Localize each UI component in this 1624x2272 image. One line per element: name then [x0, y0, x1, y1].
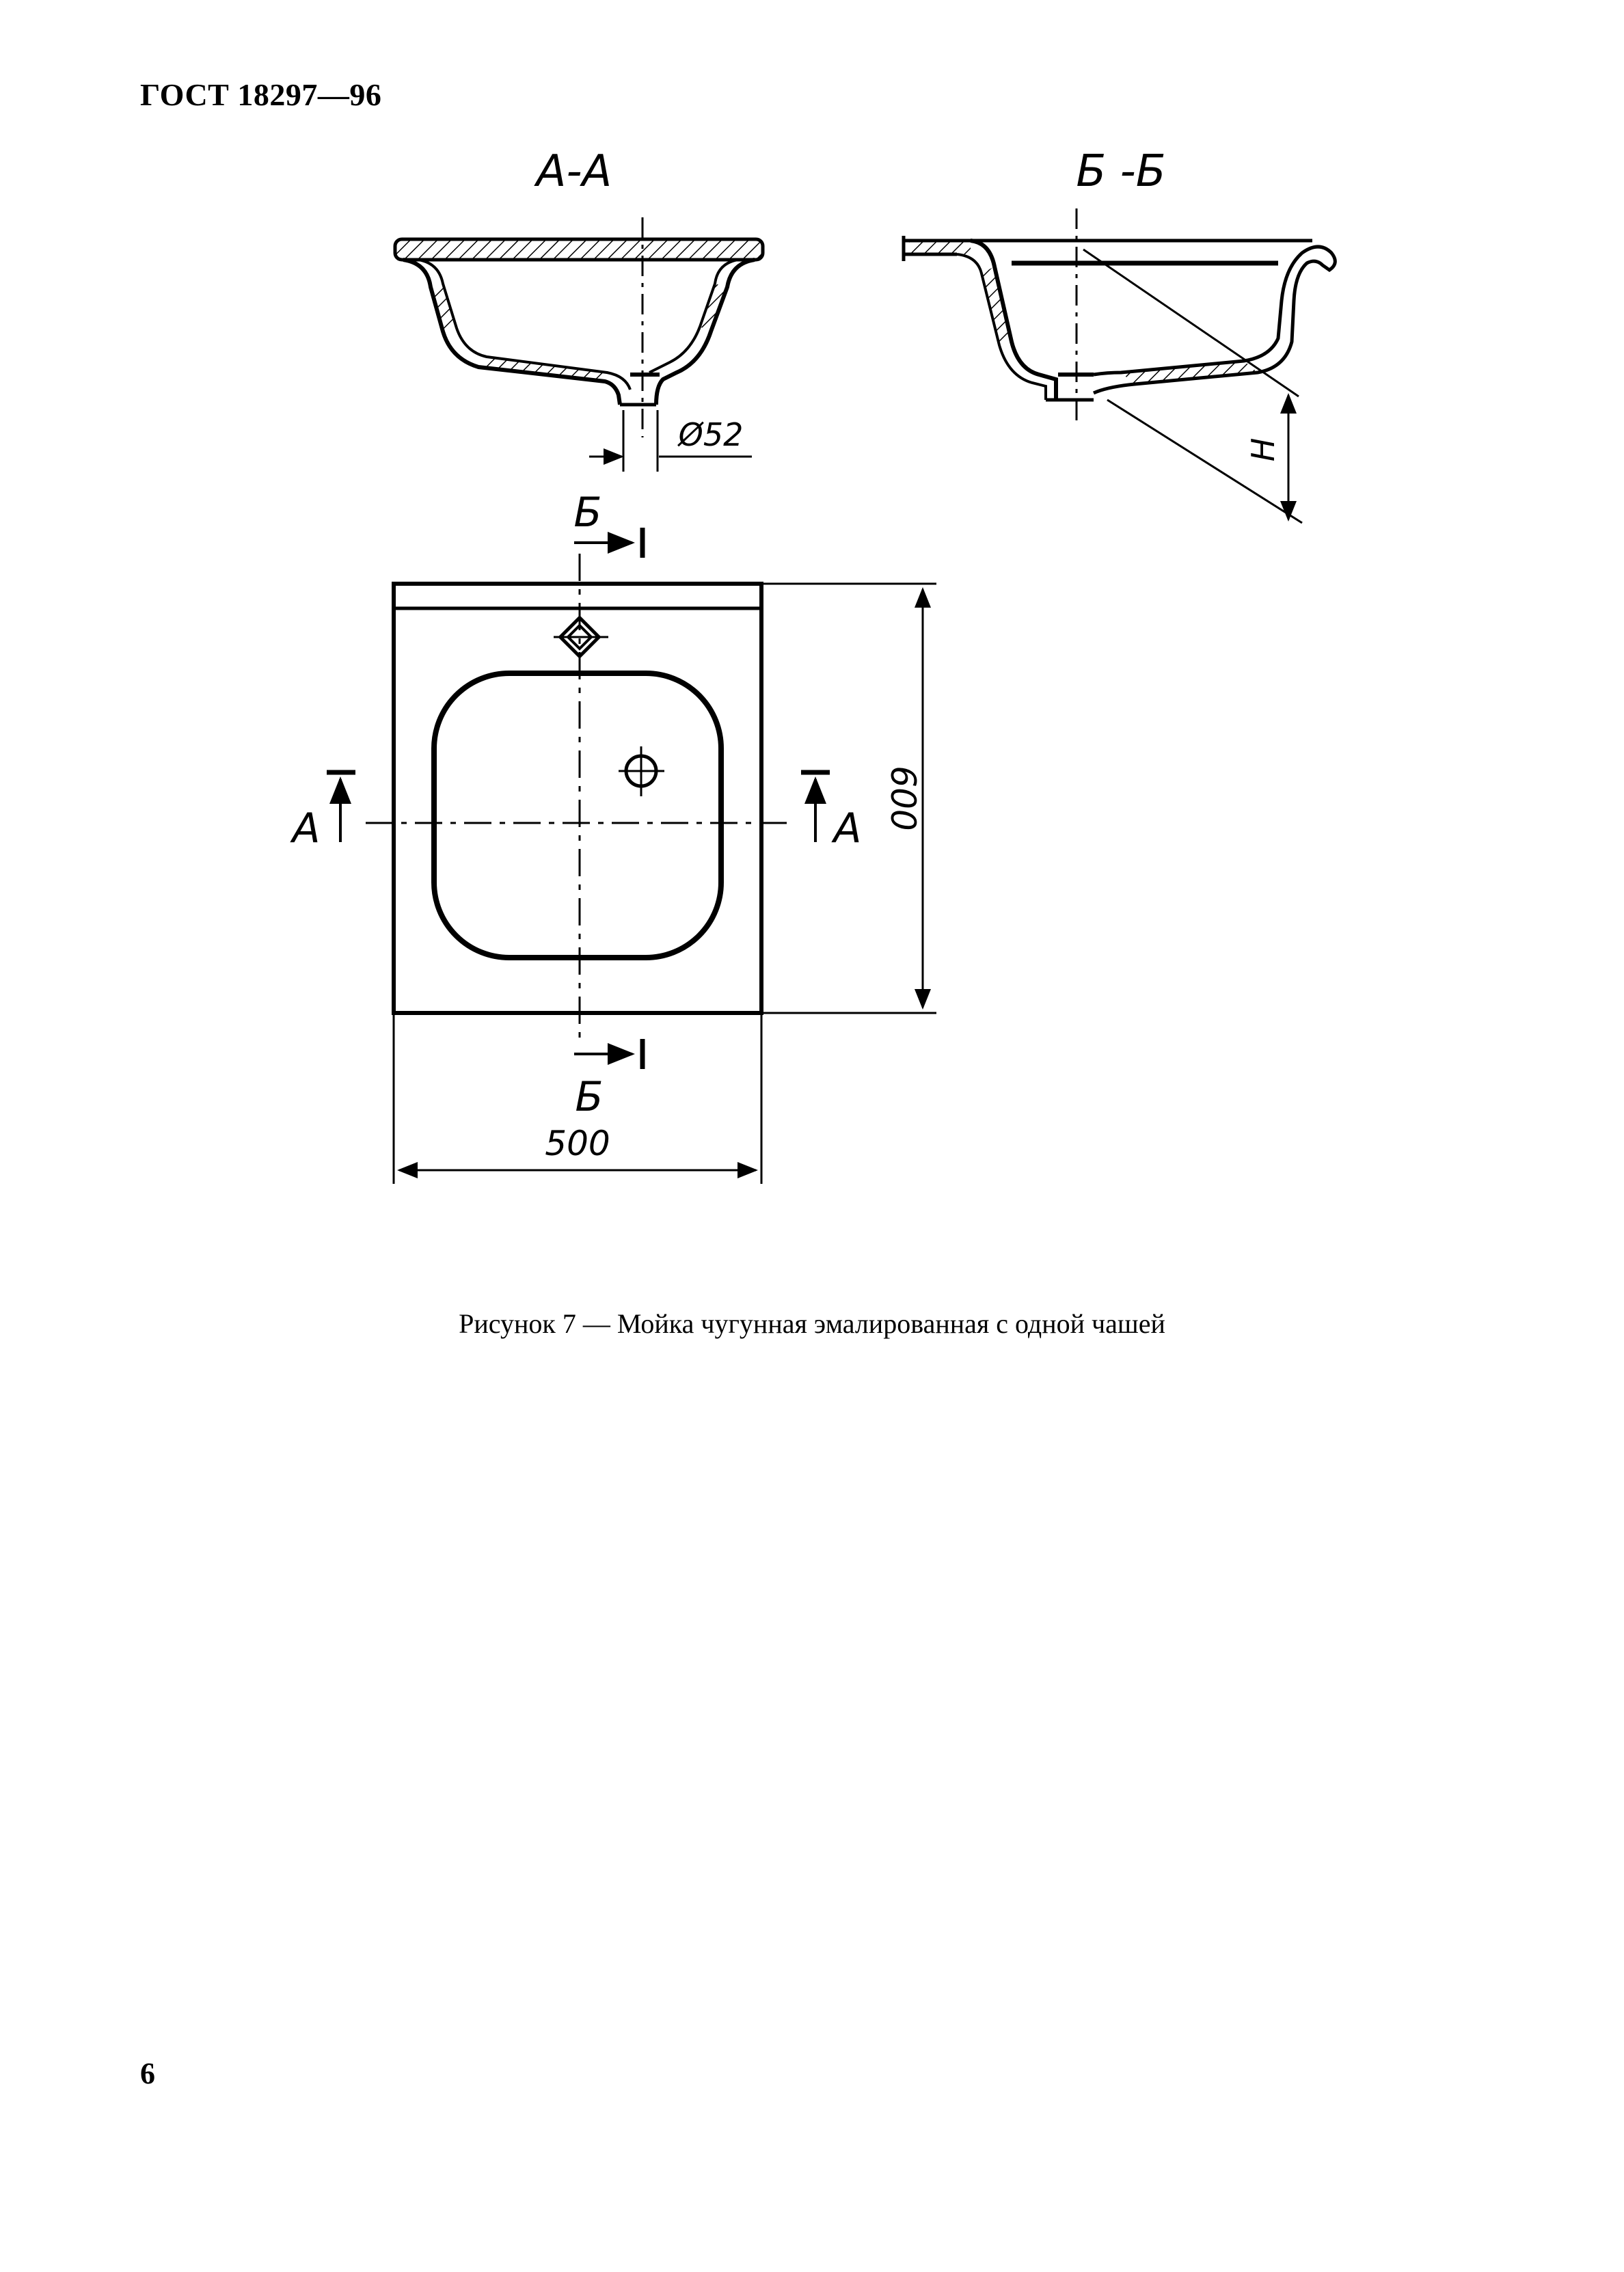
cut-a-right-label: А: [833, 804, 862, 852]
cut-b-top-label: Б: [573, 489, 602, 537]
height-label: Н: [1245, 437, 1282, 462]
section-bb-view: [904, 146, 1335, 523]
cut-mark-b-top: [573, 489, 642, 558]
drain-diameter-label: Ø52: [678, 416, 744, 453]
cut-b-bottom-label: Б: [575, 1073, 604, 1121]
section-aa-title: А-А: [536, 146, 612, 197]
plan-view: [289, 489, 936, 1184]
doc-header-code: ГОСТ 18297—96: [140, 77, 382, 112]
section-aa-view: [395, 146, 763, 472]
dimension-600: [761, 584, 936, 1013]
dim-width-label: 500: [545, 1124, 610, 1163]
figure-caption: Рисунок 7 — Мойка чугунная эмалированная с одной чашей: [459, 1308, 1165, 1339]
cut-mark-a-left: [289, 772, 355, 852]
cut-mark-a-right: [801, 772, 862, 852]
cut-a-left-label: А: [292, 804, 321, 852]
section-bb-title: Б -Б: [1076, 146, 1166, 197]
tap-hole-icon: [554, 618, 608, 657]
drain-hole-icon: [619, 746, 664, 796]
dim-height-label: 600: [883, 766, 923, 831]
cut-mark-b-bottom: [574, 1039, 642, 1121]
page-number: 6: [140, 2057, 155, 2090]
